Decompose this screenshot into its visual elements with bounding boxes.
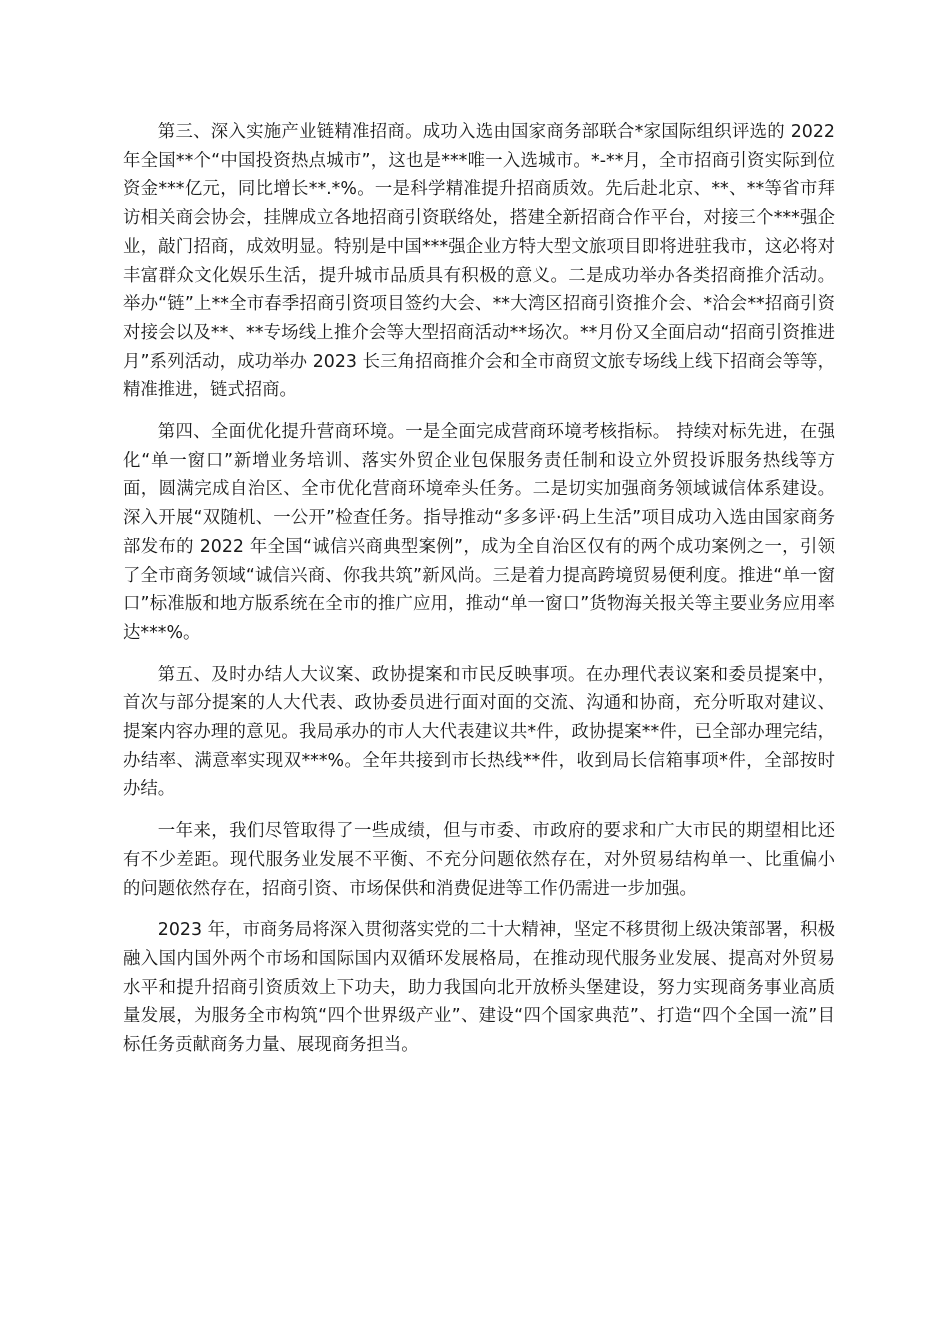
paragraph-2023-plan: 2023 年，市商务局将深入贯彻落实党的二十大精神，坚定不移贯彻上级决策部署，积极融入国内国外两个市场和国际国内双循环发展格局，在推动现代服务业发展、提高对外贸易水平和提升招商引资质效上下功夫，助力我国向北开放桥头堡建设，努力实现商务事业高质量发展，为服务全市构筑“四个世界级产业”、建设“四个国家典范”、打造“四个全国一流”目标任务贡献商务力量、展现商务担当。 — [123, 920, 835, 1056]
document-page — [123, 118, 835, 1073]
paragraph-proposals-handling: 第五、及时办结人大议案、政协提案和市民反映事项。在办理代表议案和委员提案中，首次与部分提案的人大代表、政协委员进行面对面的交流、沟通和协商，充分听取对建议、提案内容办理的意见。我局承办的市人大代表建议共*件，政协提案**件，已全部办理完结，办结率、满意率实现双***%。全年共接到市长热线**件，收到局长信箱事项*件，全部按时办结。 — [123, 664, 835, 800]
paragraph-business-environment: 第四、全面优化提升营商环境。一是全面完成营商环境考核指标。 持续对标先进，在强化“单一窗口”新增业务培训、落实外贸企业包保服务责任制和设立外贸投诉服务热线等方面，圆满完成自治区、全市优化营商环境牵头任务。二是切实加强商务领域诚信体系建设。深入开展“双随机、一公开”检查任务。指导推动“多多评·码上生活”项目成功入选由国家商务部发布的 2022 年全国“诚信兴商典型案例”，成为全自治区仅有的两个成功案例之一，引领了全市商务领域“诚信兴商、你我共筑”新风尚。三是着力提高跨境贸易便利度。推进“单一窗口”标准版和地方版系统在全市的推广应用，推动“单一窗口”货物海关报关等主要业务应用率达***%。 — [123, 422, 835, 643]
paragraph-investment-promotion: 第三、深入实施产业链精准招商。成功入选由国家商务部联合*家国际组织评选的 2022 年全国**个“中国投资热点城市”，这也是***唯一入选城市。*-**月，全市招商引资实际到位资金***亿元，同比增长**.*%。一是科学精准提升招商质效。先后赴北京、**、**等省市拜访相关商会协会，挂牌成立各地招商引资联络处，搭建全新招商合作平台，对接三个***强企业，敲门招商，成效明显。特别是中国***强企业方特大型文旅项目即将进驻我市，这必将对丰富群众文化娱乐生活，提升城市品质具有积极的意义。二是成功举办各类招商推介活动。举办“链”上**全市春季招商引资项目签约大会、**大湾区招商引资推介会、*洽会**招商引资对接会以及**、**专场线上推介会等大型招商活动**场次。**月份又全面启动“招商引资推进月”系列活动，成功举办 2023 长三角招商推介会和全市商贸文旅专场线上线下招商会等等，精准推进，链式招商。 — [123, 122, 835, 401]
paragraph-shortcomings: 一年来，我们尽管取得了一些成绩，但与市委、市政府的要求和广大市民的期望相比还有不少差距。现代服务业发展不平衡、不充分问题依然存在，对外贸易结构单一、比重偏小的问题依然存在，招商引资、市场保供和消费促进等工作仍需进一步加强。 — [123, 821, 835, 899]
